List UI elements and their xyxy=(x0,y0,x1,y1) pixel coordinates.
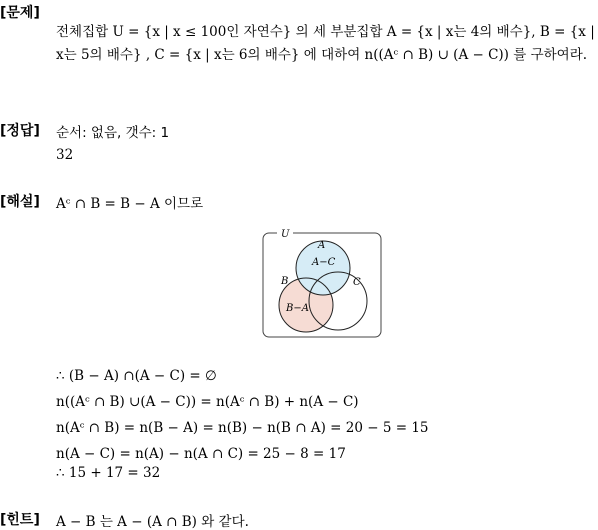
solution-line-4: n(A − C) = n(A) − n(A ∩ C) = 25 − 8 = 17 xyxy=(56,446,346,462)
solution-intro: Aᶜ ∩ B = B − A 이므로 xyxy=(56,196,204,212)
solution-line-3: n(Aᶜ ∩ B) = n(B − A) = n(B) − n(B ∩ A) = 20 − 5 = 15 xyxy=(56,420,429,436)
venn-diagram xyxy=(260,228,384,340)
problem-text: 전체집합 U = {x | x ≤ 100인 자연수} 의 세 부분집합 A = {x | x는 4의 배수}, B = {x | x는 5의 배수} , C = {x | x는 6의 배수} 에 대하여 n((Aᶜ ∩ B) ∪ (A − C)) 를 구하여라. xyxy=(56,24,595,63)
answer-line-2: 32 xyxy=(56,147,74,163)
answer-tag: [정답] xyxy=(0,123,40,139)
region-label-b-minus-a: B−A xyxy=(286,303,309,314)
hint-tag: [힌트] xyxy=(0,512,40,528)
universe-label: U xyxy=(281,229,290,240)
solution-line-2: n((Aᶜ ∩ B) ∪(A − C)) = n(Aᶜ ∩ B) + n(A − C) xyxy=(56,394,359,410)
hint-text: A − B 는 A − (A ∩ B) 와 같다. xyxy=(56,514,249,530)
region-label-a-minus-c: A−C xyxy=(312,257,336,268)
label-c: C xyxy=(353,277,361,288)
label-a: A xyxy=(318,240,326,251)
label-b: B xyxy=(281,276,289,287)
solution-line-5: ∴ 15 + 17 = 32 xyxy=(56,465,161,481)
solution-tag: [해설] xyxy=(0,194,40,210)
solution-line-1: ∴ (B − A) ∩(A − C) = ∅ xyxy=(56,368,217,384)
answer-line-1: 순서: 없음, 갯수: 1 xyxy=(56,125,170,141)
problem-tag: [문제] xyxy=(0,5,40,21)
